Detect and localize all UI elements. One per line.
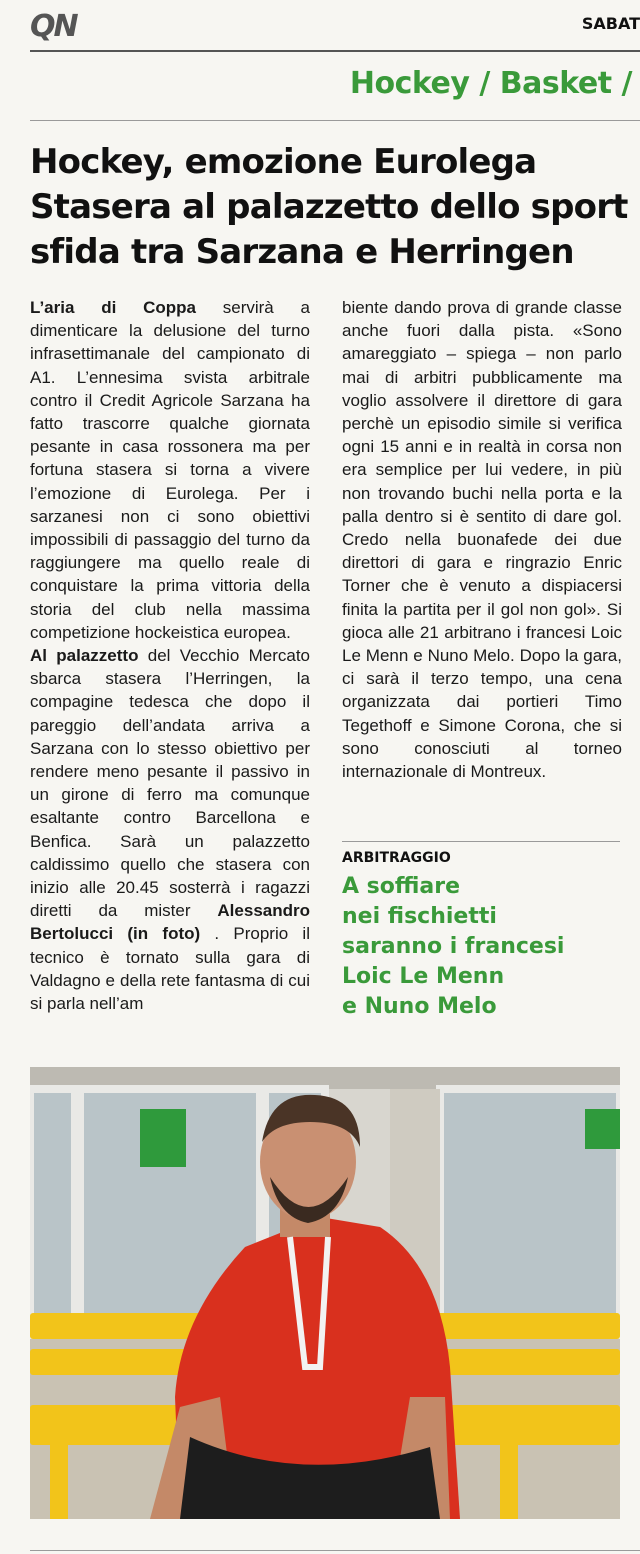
article-paragraph xyxy=(30,644,310,1015)
masthead-rule xyxy=(30,50,640,52)
article-photo xyxy=(30,1067,620,1519)
section-rule xyxy=(30,120,640,121)
article-column-left xyxy=(30,296,310,1015)
sidebar-kicker: ARBITRAGGIO xyxy=(342,850,451,866)
headline-line: Hockey, emozione Eurolega xyxy=(30,142,537,182)
article-headline xyxy=(30,140,630,275)
paragraph-text: del Vecchio Mercato sbarca stasera l’Herringen, la compagine tedesca che dopo il pareggio dell’andata arriva a Sarzana con lo stesso obiettivo per rendere meno pesante il passivo in un girone di ferro ma comunque esaltante contro Barcellona e Benfica. Sarà un palazzetto caldissimo quello che stasera con inizio alle 20.45 sosterrà i ragazzi diretti da mister xyxy=(30,646,311,921)
issue-date: SABAT xyxy=(581,14,640,33)
paragraph-text: . Proprio il tecnico è tornato sulla gara di Valdagno e della rete fantasma di cui si parla nell’am xyxy=(30,924,310,1014)
pullquote-line: saranno i francesi xyxy=(342,934,565,959)
pullquote-line: A soffiare xyxy=(342,874,461,899)
article-column-right xyxy=(342,296,622,783)
sidebar-pullquote xyxy=(342,872,632,1022)
paragraph-text: servirà a dimenticare la delusione del turno infrasettimanale del campionato di A1. L’ennesima svista arbitrale contro il Credit Agricole Sarzana ha fatto trascorre qualche giornata pesante in casa rossonera ma per fortuna stasera si torna a vivere l’emozione di Eurolega. Per i sarzanesi non ci sono obiettivi impossibili di passaggio del turno da raggiungere ma quello reale di conquistare la prima vittoria della storia del club nella massima competizione hockeistica europea. xyxy=(30,298,310,642)
paragraph-lead: L’aria di Coppa xyxy=(30,298,196,317)
headline-line: Stasera al palazzetto dello sport xyxy=(30,187,628,227)
pullquote-line: nei fischietti xyxy=(342,904,497,929)
page-bottom-rule xyxy=(30,1550,640,1551)
article-paragraph xyxy=(30,296,310,644)
photo-coach-on-bench xyxy=(30,1067,620,1519)
section-title: Hockey / Basket / xyxy=(349,66,632,101)
masthead xyxy=(0,0,640,50)
coach-name: Alessandro Bertolucci (in foto) xyxy=(30,901,310,944)
article-paragraph-continued: biente dando prova di grande classe anche fuori dalla pista. «Sono amareggiato – spiega – non parlo mai di arbitri pubblicamente ma voglio assolvere il direttore di gara perchè un episodio simile si verifica ogni 15 anni e in realtà in corsa non era semplice per lui vedere, in più non trovando buchi nella porta e la palla dentro si è sentito di dare gol. Credo nella buonafede dei due direttori di gara e ringrazio Enric Torner che è venuto a dispiacersi finita la partita per il gol non gol». Si gioca alle 21 arbitrano i francesi Loic Le Menn e Nuno Melo. Dopo la gara, ci sarà il terzo tempo, una cena organizzata dai portieri Timo Tegethoff e Simone Corona, che si sono conosciuti al torneo internazionale di Montreux. xyxy=(342,298,622,782)
headline-line: sfida tra Sarzana e Herringen xyxy=(30,232,574,272)
paragraph-lead: Al palazzetto xyxy=(30,646,139,666)
pullquote-line: e Nuno Melo xyxy=(342,994,497,1019)
exit-sign xyxy=(140,1109,186,1167)
newspaper-logo: QN xyxy=(30,9,77,44)
sidebar-rule xyxy=(342,841,620,842)
pullquote-line: Loic Le Menn xyxy=(342,964,505,989)
